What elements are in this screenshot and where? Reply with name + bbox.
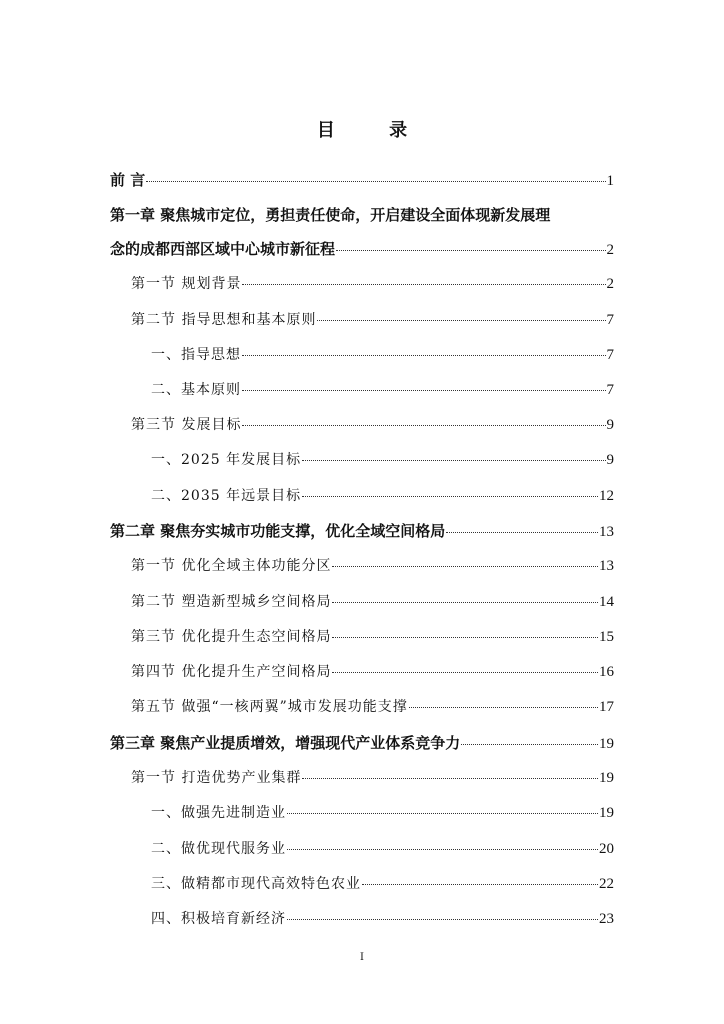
- toc-entry-label: 第一节 优化全域主体功能分区: [131, 558, 332, 574]
- dot-leader: [362, 884, 598, 885]
- dot-leader: [302, 778, 598, 779]
- toc-entry-section[interactable]: [131, 697, 614, 717]
- toc-entry-chapter1-line2[interactable]: [110, 239, 614, 260]
- toc-entry-page: 15: [599, 629, 614, 645]
- dot-leader: [302, 460, 605, 461]
- toc-entry-label: 第一节 规划背景: [131, 276, 242, 292]
- toc-entry-page: 2: [606, 242, 614, 258]
- toc-entry-label: 二、2035 年远景目标: [151, 488, 302, 504]
- toc-entry-page: 20: [599, 841, 614, 857]
- dot-leader: [302, 496, 598, 497]
- dot-leader: [336, 250, 605, 251]
- toc-entry-chapter[interactable]: [110, 733, 614, 754]
- toc-entry-label: 第一节 打造优势产业集群: [131, 770, 302, 786]
- toc-entry-section[interactable]: [131, 310, 614, 330]
- dot-leader: [242, 284, 605, 285]
- toc-entry-label: 第五节 做强“一核两翼”城市发展功能支撑: [131, 699, 408, 715]
- toc-entry-subsection[interactable]: [151, 345, 614, 365]
- page-number-footer: I: [360, 952, 364, 963]
- toc-entry-label: 一、2025 年发展目标: [151, 452, 302, 468]
- toc-entry-label: 第二节 塑造新型城乡空间格局: [131, 594, 332, 610]
- dot-leader: [287, 813, 598, 814]
- toc-entry-label: 第二节 指导思想和基本原则: [131, 312, 317, 328]
- toc-entry-label: 第四节 优化提升生产空间格局: [131, 664, 332, 680]
- dot-leader: [146, 181, 605, 182]
- toc-entry-page: 19: [599, 770, 614, 786]
- toc-entry-label: 一、做强先进制造业: [151, 805, 286, 821]
- toc-entry-label: 三、做精都市现代高效特色农业: [151, 876, 361, 892]
- toc-entry-label: 四、积极培育新经济: [151, 911, 286, 927]
- dot-leader: [332, 566, 598, 567]
- toc-entry-page: 12: [599, 488, 614, 504]
- toc-entry-label: 二、做优现代服务业: [151, 841, 286, 857]
- toc-entry-page: 13: [599, 558, 614, 574]
- toc-entry-label: 念的成都西部区域中心城市新征程: [110, 240, 336, 258]
- toc-entry-section[interactable]: [131, 556, 614, 576]
- page-title: 目 录: [316, 120, 432, 141]
- toc-entry-label: 第三章 聚焦产业提质增效，增强现代产业体系竞争力: [110, 734, 461, 752]
- toc-entry-subsection[interactable]: [151, 909, 614, 929]
- toc-entry-label: 二、基本原则: [151, 382, 241, 398]
- toc-entry-page: 13: [599, 524, 614, 540]
- toc-entry-page: 19: [599, 805, 614, 821]
- toc-entry-page: 14: [599, 594, 614, 610]
- toc-entry-section[interactable]: [131, 592, 614, 612]
- toc-entry-section[interactable]: [131, 662, 614, 682]
- dot-leader: [242, 355, 606, 356]
- toc-entry-label: 一、指导思想: [151, 347, 241, 363]
- dot-leader: [446, 532, 598, 533]
- toc-entry-label: 第三节 发展目标: [131, 417, 242, 433]
- dot-leader: [287, 919, 598, 920]
- toc-entry-page: 9: [606, 452, 614, 468]
- toc-entry-label: 第三节 优化提升生态空间格局: [131, 629, 332, 645]
- dot-leader: [332, 637, 598, 638]
- toc-entry-page: 17: [599, 699, 614, 715]
- dot-leader: [242, 390, 606, 391]
- toc-entry-subsection[interactable]: [151, 839, 614, 859]
- toc-entry-subsection[interactable]: [151, 380, 614, 400]
- toc-entry-section[interactable]: [131, 627, 614, 647]
- toc-entry-chapter1-line1[interactable]: 第一章 聚焦城市定位，勇担责任使命，开启建设全面体现新发展理: [110, 206, 551, 224]
- dot-leader: [409, 707, 598, 708]
- toc-entry-page: 23: [599, 911, 614, 927]
- toc-entry-page: 7: [606, 347, 614, 363]
- toc-entry-label: 第二章 聚焦夯实城市功能支撑，优化全域空间格局: [110, 522, 446, 540]
- dot-leader: [317, 320, 605, 321]
- toc-entry-page: 9: [606, 417, 614, 433]
- toc-entry-section[interactable]: [131, 768, 614, 788]
- toc-entry-subsection[interactable]: [151, 486, 614, 506]
- dot-leader: [287, 849, 598, 850]
- toc-entry-chapter[interactable]: [110, 521, 614, 542]
- dot-leader: [242, 425, 605, 426]
- toc-entry-page: 2: [606, 276, 614, 292]
- toc-entry-subsection[interactable]: [151, 874, 614, 894]
- toc-entry-section[interactable]: [131, 415, 614, 435]
- dot-leader: [332, 672, 598, 673]
- toc-entry-section[interactable]: [131, 274, 614, 294]
- toc-entry-label: 前 言: [110, 171, 146, 189]
- dot-leader: [332, 602, 598, 603]
- toc-entry-page: 16: [599, 664, 614, 680]
- toc-entry-preface[interactable]: [110, 170, 614, 191]
- toc-entry-page: 7: [606, 382, 614, 398]
- toc-entry-page: 22: [599, 876, 614, 892]
- toc-entry-subsection[interactable]: [151, 450, 614, 470]
- toc-entry-subsection[interactable]: [151, 803, 614, 823]
- toc-entry-page: 19: [599, 736, 614, 752]
- toc-entry-page: 7: [606, 312, 614, 328]
- dot-leader: [461, 744, 598, 745]
- toc-entry-page: 1: [606, 173, 614, 189]
